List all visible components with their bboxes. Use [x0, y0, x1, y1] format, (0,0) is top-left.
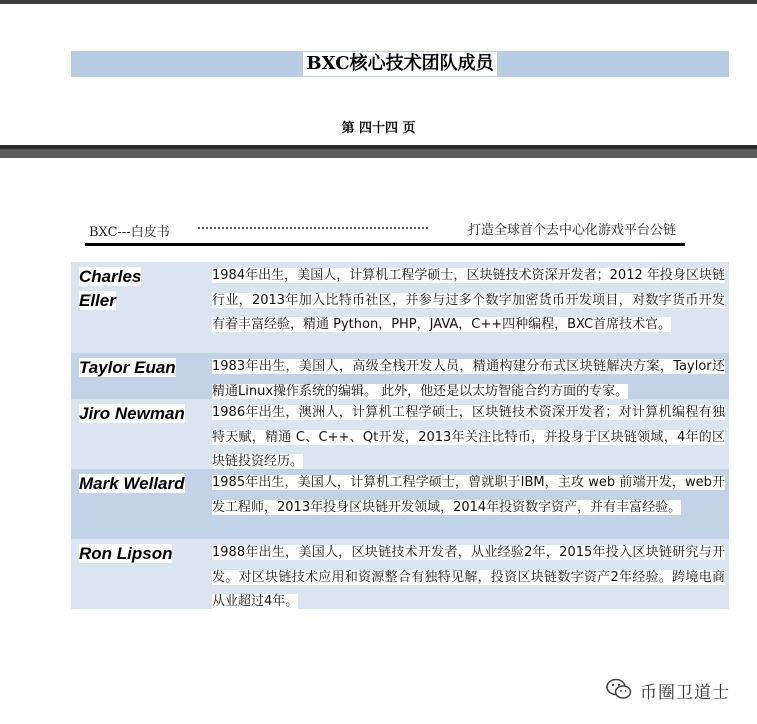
member-description: 1986年出生，澳洲人，计算机工程学硕士，区块链技术资深开发者；对计算机编程有独特天赋，精通 C、C++、Qt开发，2013年关注比特币，并投身于区块链领域，4年的区块链投资经历。	[212, 405, 725, 469]
table-row	[71, 262, 729, 353]
header-dotted-leader	[198, 227, 428, 229]
header-right-text: 打造全球首个去中心化游戏平台公链	[467, 223, 676, 238]
member-name-cell	[71, 539, 212, 609]
page-number: 第 四十四 页	[341, 121, 416, 136]
member-name-cell	[71, 353, 212, 399]
header-rule	[85, 243, 685, 246]
page-divider-top	[0, 145, 757, 149]
table-row	[71, 539, 729, 609]
table-row	[71, 353, 729, 399]
member-description: 1983年出生，美国人，高级全栈开发人员，精通构建分布式区块链解决方案，Taylor还精通Linux操作系统的编辑。 此外，他还是以太坊智能合约方面的专家。	[212, 359, 725, 399]
watermark-text: 币圈卫道士	[640, 683, 730, 703]
page-title: BXC核心技术团队成员	[303, 52, 496, 76]
member-name: Charles Eller	[79, 267, 142, 310]
member-name: Taylor Euan	[79, 358, 176, 377]
member-description: 1985年出生，美国人，计算机工程学硕士，曾就职于IBM，主攻 web 前端开发，web开发工程师，2013年投身区块链开发领域，2014年投资数字资产，并有丰富经验。	[212, 475, 725, 515]
member-name-cell	[71, 262, 212, 353]
header-left-text: BXC---白皮书	[89, 225, 170, 240]
top-border-line	[0, 0, 757, 4]
member-name: Jiro Newman	[79, 404, 185, 423]
running-header	[85, 218, 685, 244]
title-bar	[71, 51, 729, 77]
member-description: 1984年出生，美国人，计算机工程学硕士，区块链技术资深开发者；2012 年投身区块链行业，2013年加入比特币社区，并参与过多个数字加密货币开发项目，对数字货币开发有着丰富经验，精通 Python，PHP，JAVA，C++四种编程，BXC首席技术官。	[212, 268, 725, 332]
team-table	[71, 262, 729, 609]
member-name: Ron Lipson	[79, 544, 173, 563]
table-row	[71, 399, 729, 469]
member-name: Mark Wellard	[79, 474, 185, 493]
member-description: 1988年出生，美国人，区块链技术开发者，从业经验2年，2015年投入区块链研究与开发。对区块链技术应用和资源整合有独特见解，投资区块链数字资产2年经验。跨境电商从业超过4年。	[212, 545, 725, 609]
wechat-icon	[606, 678, 632, 700]
table-row	[71, 469, 729, 539]
member-name-cell	[71, 399, 212, 469]
member-name-cell	[71, 469, 212, 539]
